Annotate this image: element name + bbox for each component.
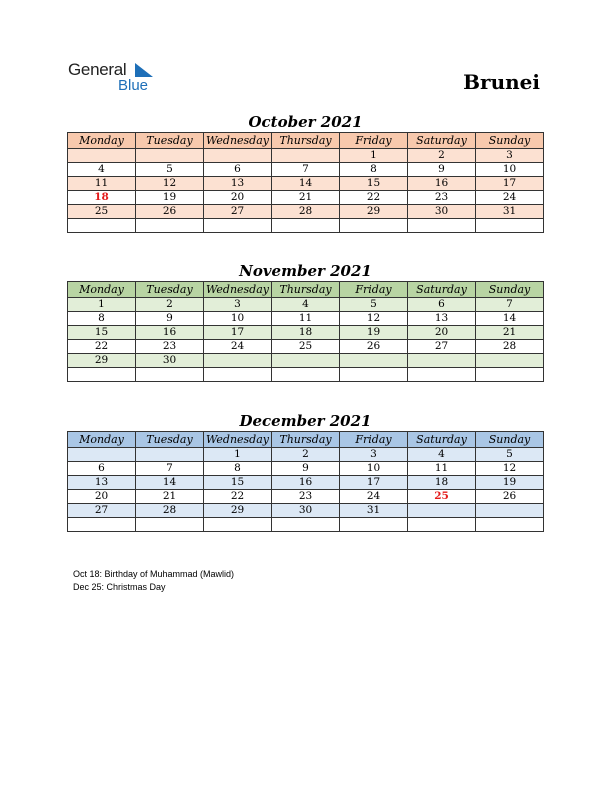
week-row — [68, 163, 544, 177]
day-cell: 19 — [136, 191, 204, 205]
day-cell: 23 — [408, 191, 476, 205]
week-row — [68, 312, 544, 326]
week-row — [68, 177, 544, 191]
weekday-header: Monday — [68, 133, 136, 149]
weekday-header-row — [68, 282, 544, 298]
empty-day-cell — [68, 219, 136, 233]
day-cell: 17 — [204, 326, 272, 340]
week-row — [68, 354, 544, 368]
day-cell: 20 — [68, 490, 136, 504]
day-cell: 10 — [340, 462, 408, 476]
day-cell: 12 — [476, 462, 544, 476]
day-cell: 29 — [204, 504, 272, 518]
day-cell: 18 — [272, 326, 340, 340]
holiday-note: Oct 18: Birthday of Muhammad (Mawlid) — [73, 569, 235, 579]
day-cell: 26 — [136, 205, 204, 219]
empty-day-cell — [408, 504, 476, 518]
month-grid — [67, 431, 544, 532]
weekday-header: Friday — [340, 432, 408, 448]
day-cell: 29 — [340, 205, 408, 219]
day-cell: 5 — [476, 448, 544, 462]
empty-day-cell — [272, 368, 340, 382]
weekday-header-row — [68, 432, 544, 448]
empty-day-cell — [408, 219, 476, 233]
empty-day-cell — [476, 219, 544, 233]
empty-day-cell — [136, 149, 204, 163]
week-row — [68, 340, 544, 354]
weekday-header: Saturday — [408, 282, 476, 298]
weekday-header: Wednesday — [204, 133, 272, 149]
day-cell: 29 — [68, 354, 136, 368]
day-cell: 11 — [272, 312, 340, 326]
day-cell: 3 — [476, 149, 544, 163]
day-cell: 30 — [408, 205, 476, 219]
week-row — [68, 205, 544, 219]
day-cell: 6 — [204, 163, 272, 177]
day-cell: 7 — [136, 462, 204, 476]
empty-day-cell — [340, 368, 408, 382]
day-cell: 11 — [408, 462, 476, 476]
day-cell: 30 — [136, 354, 204, 368]
day-cell: 13 — [204, 177, 272, 191]
day-cell: 15 — [340, 177, 408, 191]
day-cell: 22 — [340, 191, 408, 205]
empty-day-cell — [476, 354, 544, 368]
day-cell: 31 — [340, 504, 408, 518]
empty-day-cell — [340, 219, 408, 233]
day-cell: 16 — [272, 476, 340, 490]
day-cell: 24 — [476, 191, 544, 205]
empty-day-cell — [408, 518, 476, 532]
month-grid — [67, 132, 544, 233]
weekday-header: Saturday — [408, 133, 476, 149]
empty-day-cell — [204, 518, 272, 532]
empty-day-cell — [408, 368, 476, 382]
week-row — [68, 298, 544, 312]
empty-day-cell — [476, 368, 544, 382]
weekday-header: Tuesday — [136, 282, 204, 298]
weekday-header: Wednesday — [204, 282, 272, 298]
day-cell: 14 — [136, 476, 204, 490]
day-cell: 3 — [204, 298, 272, 312]
holiday-day-cell: 25 — [408, 490, 476, 504]
day-cell: 16 — [136, 326, 204, 340]
day-cell: 21 — [136, 490, 204, 504]
day-cell: 13 — [68, 476, 136, 490]
weekday-header: Monday — [68, 432, 136, 448]
weekday-header: Friday — [340, 282, 408, 298]
day-cell: 17 — [476, 177, 544, 191]
empty-day-cell — [272, 518, 340, 532]
holiday-note: Dec 25: Christmas Day — [73, 582, 166, 592]
day-cell: 8 — [68, 312, 136, 326]
day-cell: 22 — [204, 490, 272, 504]
day-cell: 31 — [476, 205, 544, 219]
weekday-header: Thursday — [272, 432, 340, 448]
empty-day-cell — [408, 354, 476, 368]
empty-day-cell — [136, 368, 204, 382]
day-cell: 28 — [476, 340, 544, 354]
calendar-october — [67, 112, 544, 233]
day-cell: 1 — [204, 448, 272, 462]
day-cell: 19 — [340, 326, 408, 340]
day-cell: 4 — [68, 163, 136, 177]
empty-day-cell — [476, 504, 544, 518]
day-cell: 4 — [272, 298, 340, 312]
empty-day-cell — [68, 149, 136, 163]
day-cell: 7 — [272, 163, 340, 177]
logo-triangle-icon — [135, 63, 153, 77]
day-cell: 27 — [68, 504, 136, 518]
empty-day-cell — [204, 368, 272, 382]
weekday-header: Monday — [68, 282, 136, 298]
empty-day-cell — [136, 518, 204, 532]
day-cell: 15 — [204, 476, 272, 490]
weekday-header: Thursday — [272, 282, 340, 298]
week-row — [68, 476, 544, 490]
month-grid — [67, 281, 544, 382]
month-title: November 2021 — [239, 262, 372, 280]
day-cell: 28 — [136, 504, 204, 518]
empty-day-cell — [340, 354, 408, 368]
calendar-november — [67, 261, 544, 382]
day-cell: 11 — [68, 177, 136, 191]
day-cell: 3 — [340, 448, 408, 462]
weekday-header: Friday — [340, 133, 408, 149]
weekday-header: Wednesday — [204, 432, 272, 448]
day-cell: 25 — [68, 205, 136, 219]
day-cell: 16 — [408, 177, 476, 191]
week-row — [68, 490, 544, 504]
weekday-header: Thursday — [272, 133, 340, 149]
calendar-december — [67, 411, 544, 532]
week-row — [68, 149, 544, 163]
day-cell: 2 — [272, 448, 340, 462]
logo-word-blue: Blue — [118, 77, 149, 94]
day-cell: 12 — [136, 177, 204, 191]
generalblue-logo — [68, 60, 168, 96]
month-title: October 2021 — [248, 113, 363, 131]
day-cell: 10 — [476, 163, 544, 177]
day-cell: 12 — [340, 312, 408, 326]
day-cell: 28 — [272, 205, 340, 219]
empty-day-cell — [204, 354, 272, 368]
day-cell: 7 — [476, 298, 544, 312]
weekday-header: Sunday — [476, 432, 544, 448]
empty-day-cell — [204, 219, 272, 233]
day-cell: 14 — [476, 312, 544, 326]
empty-day-cell — [204, 149, 272, 163]
day-cell: 26 — [476, 490, 544, 504]
day-cell: 4 — [408, 448, 476, 462]
day-cell: 10 — [204, 312, 272, 326]
day-cell: 9 — [272, 462, 340, 476]
day-cell: 1 — [340, 149, 408, 163]
day-cell: 27 — [204, 205, 272, 219]
empty-day-cell — [340, 518, 408, 532]
week-row — [68, 368, 544, 382]
weekday-header-row — [68, 133, 544, 149]
week-row — [68, 191, 544, 205]
empty-day-cell — [68, 448, 136, 462]
day-cell: 13 — [408, 312, 476, 326]
week-row — [68, 326, 544, 340]
day-cell: 25 — [272, 340, 340, 354]
empty-day-cell — [272, 149, 340, 163]
week-row — [68, 462, 544, 476]
day-cell: 21 — [476, 326, 544, 340]
day-cell: 19 — [476, 476, 544, 490]
day-cell: 14 — [272, 177, 340, 191]
week-row — [68, 219, 544, 233]
day-cell: 24 — [204, 340, 272, 354]
month-title: December 2021 — [239, 412, 372, 430]
day-cell: 9 — [136, 312, 204, 326]
day-cell: 18 — [408, 476, 476, 490]
empty-day-cell — [136, 448, 204, 462]
day-cell: 20 — [204, 191, 272, 205]
day-cell: 9 — [408, 163, 476, 177]
weekday-header: Saturday — [408, 432, 476, 448]
day-cell: 8 — [204, 462, 272, 476]
day-cell: 6 — [68, 462, 136, 476]
day-cell: 22 — [68, 340, 136, 354]
day-cell: 2 — [408, 149, 476, 163]
day-cell: 21 — [272, 191, 340, 205]
weekday-header: Sunday — [476, 133, 544, 149]
empty-day-cell — [476, 518, 544, 532]
day-cell: 20 — [408, 326, 476, 340]
holiday-notes — [73, 568, 234, 594]
empty-day-cell — [272, 219, 340, 233]
day-cell: 5 — [340, 298, 408, 312]
empty-day-cell — [272, 354, 340, 368]
empty-day-cell — [68, 518, 136, 532]
day-cell: 2 — [136, 298, 204, 312]
day-cell: 26 — [340, 340, 408, 354]
day-cell: 24 — [340, 490, 408, 504]
day-cell: 8 — [340, 163, 408, 177]
day-cell: 23 — [136, 340, 204, 354]
country-title: Brunei — [463, 70, 540, 94]
holiday-day-cell: 18 — [68, 191, 136, 205]
day-cell: 5 — [136, 163, 204, 177]
weekday-header: Tuesday — [136, 432, 204, 448]
day-cell: 30 — [272, 504, 340, 518]
weekday-header: Sunday — [476, 282, 544, 298]
day-cell: 23 — [272, 490, 340, 504]
week-row — [68, 448, 544, 462]
day-cell: 17 — [340, 476, 408, 490]
empty-day-cell — [136, 219, 204, 233]
week-row — [68, 504, 544, 518]
day-cell: 6 — [408, 298, 476, 312]
day-cell: 1 — [68, 298, 136, 312]
weekday-header: Tuesday — [136, 133, 204, 149]
week-row — [68, 518, 544, 532]
logo-word-general: General — [68, 60, 127, 79]
empty-day-cell — [68, 368, 136, 382]
day-cell: 27 — [408, 340, 476, 354]
day-cell: 15 — [68, 326, 136, 340]
